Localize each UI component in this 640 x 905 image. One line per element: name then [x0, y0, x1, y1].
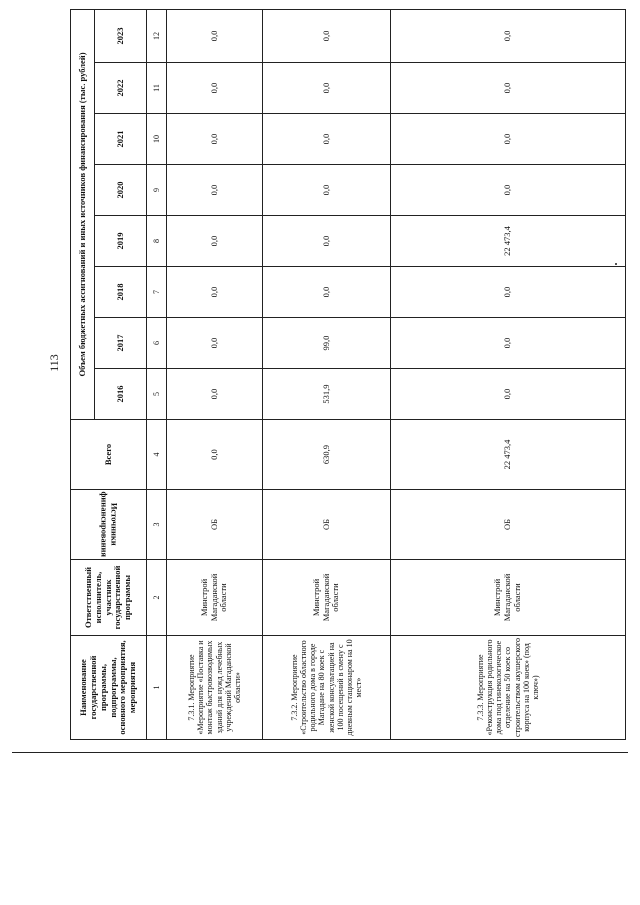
row-value: 0,0 — [391, 369, 626, 420]
table-row — [263, 9, 391, 739]
row-source: ОБ — [263, 490, 391, 560]
column-number: 9 — [147, 165, 167, 216]
row-value: 0,0 — [167, 114, 263, 165]
horizontal-rule — [12, 752, 628, 753]
header-year: 2018 — [95, 267, 147, 318]
row-value: 0,0 — [167, 216, 263, 267]
row-value: 0,0 — [167, 165, 263, 216]
row-name: 7.3.3. Мероприятие «Реконструкция родильного дома под гинекологическое отделение на 50 коек со строительством акушерского корпуса на 100 коек» (под ключ») — [391, 636, 626, 740]
row-executor: Минстрой Магаданской области — [167, 560, 263, 636]
row-value: 0,0 — [391, 114, 626, 165]
row-value: 0,0 — [263, 63, 391, 114]
row-value: 0,0 — [167, 369, 263, 420]
row-value: 0,0 — [391, 9, 626, 62]
row-value: 0,0 — [167, 9, 263, 62]
header-source-text: Источники финансирования — [99, 491, 120, 558]
table-row — [167, 9, 263, 739]
row-source: ОБ — [391, 490, 626, 560]
page-number: 113 — [47, 354, 61, 372]
row-total: 0,0 — [167, 420, 263, 490]
row-value: 0,0 — [391, 165, 626, 216]
table-row — [391, 9, 626, 739]
financing-table — [70, 9, 626, 740]
column-number: 8 — [147, 216, 167, 267]
column-number: 7 — [147, 267, 167, 318]
column-number: 10 — [147, 114, 167, 165]
row-value: 0,0 — [167, 267, 263, 318]
header-year: 2022 — [95, 63, 147, 114]
header-total: Всего — [71, 420, 147, 490]
row-total: 630,9 — [263, 420, 391, 490]
header-name: Наименование государственной программы, подпрограммы, основного мероприятия, мероприятия — [71, 636, 147, 740]
scan-artifact — [615, 263, 617, 265]
row-name: 7.3.2. Мероприятие «Строительство областного родильного дома в городе Магадане на 80 коек с женской консультацией на 100 посещений в смену с дневным стационаром на 10 мест» — [263, 636, 391, 740]
column-number: 11 — [147, 63, 167, 114]
header-executor: Ответственный исполнитель, участник государственной программы — [71, 560, 147, 636]
column-number: 1 — [147, 636, 167, 740]
row-value: 0,0 — [263, 165, 391, 216]
row-value: 0,0 — [167, 318, 263, 369]
row-source: ОБ — [167, 490, 263, 560]
row-executor: Минстрой Магаданской области — [263, 560, 391, 636]
rotated-table-wrapper — [70, 10, 625, 740]
header-year: 2020 — [95, 165, 147, 216]
row-value: 0,0 — [263, 216, 391, 267]
row-value: 99,0 — [263, 318, 391, 369]
header-year: 2021 — [95, 114, 147, 165]
column-number: 6 — [147, 318, 167, 369]
column-number: 3 — [147, 490, 167, 560]
row-value: 0,0 — [391, 63, 626, 114]
row-value: 0,0 — [263, 267, 391, 318]
header-row-1 — [71, 9, 95, 739]
header-year: 2019 — [95, 216, 147, 267]
row-value: 0,0 — [263, 114, 391, 165]
row-value: 22 473,4 — [391, 216, 626, 267]
column-number: 2 — [147, 560, 167, 636]
header-year: 2016 — [95, 369, 147, 420]
header-year: 2017 — [95, 318, 147, 369]
column-number: 4 — [147, 420, 167, 490]
row-value: 0,0 — [391, 267, 626, 318]
header-year: 2023 — [95, 9, 147, 62]
header-funding-group: Объем бюджетных ассигнований и иных источников финансирования (тыс. рублей) — [71, 9, 95, 419]
header-source — [71, 490, 147, 560]
row-executor: Минстрой Магаданской области — [391, 560, 626, 636]
column-number-row — [147, 9, 167, 739]
row-value: 531,9 — [263, 369, 391, 420]
row-value: 0,0 — [167, 63, 263, 114]
column-number: 12 — [147, 9, 167, 62]
row-value: 0,0 — [391, 318, 626, 369]
row-name: 7.3.1. Мероприятие «Мероприятие «Поставка и монтаж быстровозводимых зданий для нужд лечебных учреждений Магаданской области» — [167, 636, 263, 740]
column-number: 5 — [147, 369, 167, 420]
row-total: 22 473,4 — [391, 420, 626, 490]
row-value: 0,0 — [263, 9, 391, 62]
